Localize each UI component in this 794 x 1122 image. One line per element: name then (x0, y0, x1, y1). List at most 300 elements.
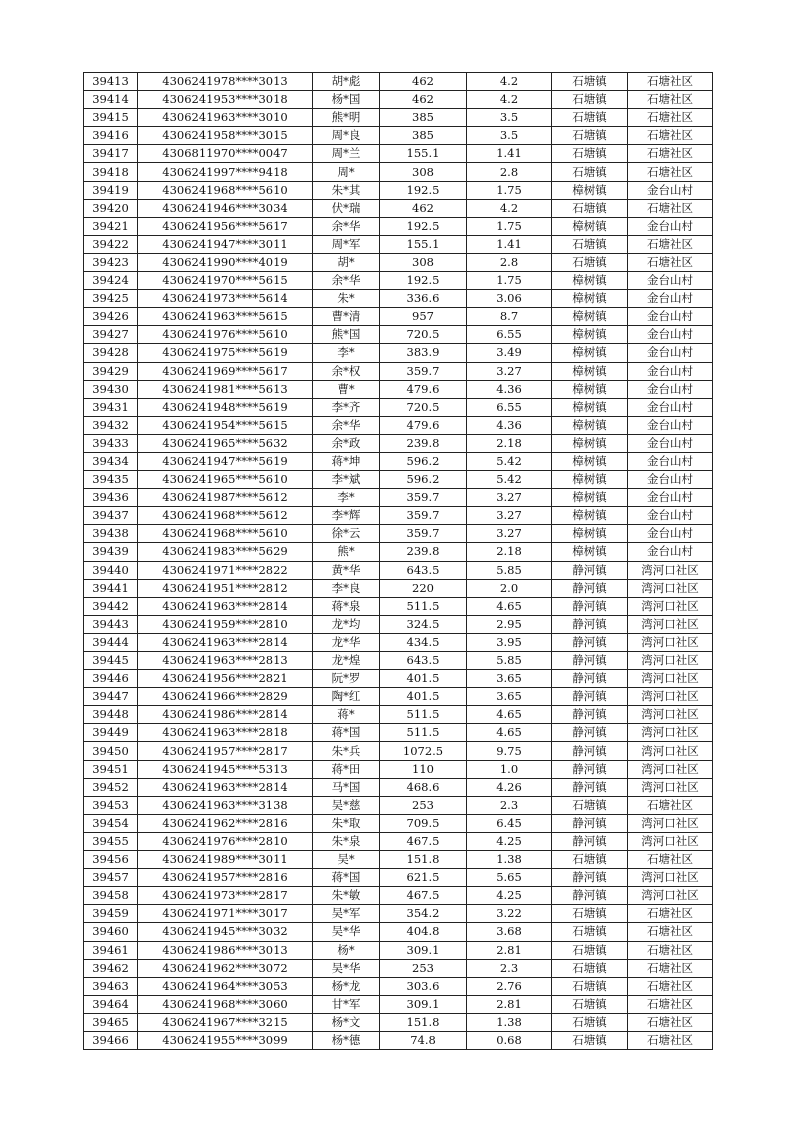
table-row (84, 742, 713, 760)
town-cell: 静河镇 (552, 688, 628, 706)
id-number-cell: 4306241962****3072 (138, 959, 313, 977)
area-cell: 2.8 (467, 253, 552, 271)
amount-cell: 303.6 (380, 977, 467, 995)
area-cell: 5.85 (467, 652, 552, 670)
serial-number-cell: 39452 (84, 778, 138, 796)
amount-cell: 308 (380, 253, 467, 271)
town-cell: 石塘镇 (552, 941, 628, 959)
town-cell: 静河镇 (552, 579, 628, 597)
village-cell: 石塘社区 (628, 923, 713, 941)
name-cell: 熊* (313, 543, 380, 561)
serial-number-cell: 39436 (84, 489, 138, 507)
amount-cell: 354.2 (380, 905, 467, 923)
village-cell: 石塘社区 (628, 235, 713, 253)
table-row (84, 181, 713, 199)
amount-cell: 401.5 (380, 688, 467, 706)
id-number-cell: 4306241956****5617 (138, 217, 313, 235)
table-row (84, 398, 713, 416)
area-cell: 6.55 (467, 398, 552, 416)
name-cell: 吴*华 (313, 959, 380, 977)
town-cell: 石塘镇 (552, 235, 628, 253)
name-cell: 朱*其 (313, 181, 380, 199)
area-cell: 3.06 (467, 290, 552, 308)
amount-cell: 401.5 (380, 670, 467, 688)
serial-number-cell: 39451 (84, 760, 138, 778)
town-cell: 石塘镇 (552, 995, 628, 1013)
name-cell: 朱*敏 (313, 887, 380, 905)
amount-cell: 308 (380, 163, 467, 181)
town-cell: 石塘镇 (552, 796, 628, 814)
amount-cell: 720.5 (380, 398, 467, 416)
amount-cell: 192.5 (380, 181, 467, 199)
village-cell: 石塘社区 (628, 145, 713, 163)
village-cell: 石塘社区 (628, 73, 713, 91)
id-number-cell: 4306241990****4019 (138, 253, 313, 271)
name-cell: 蒋*田 (313, 760, 380, 778)
table-row (84, 272, 713, 290)
id-number-cell: 4306241951****2812 (138, 579, 313, 597)
amount-cell: 643.5 (380, 652, 467, 670)
village-cell: 湾河口社区 (628, 670, 713, 688)
village-cell: 金台山村 (628, 507, 713, 525)
town-cell: 石塘镇 (552, 253, 628, 271)
id-number-cell: 4306241973****2817 (138, 887, 313, 905)
serial-number-cell: 39424 (84, 272, 138, 290)
serial-number-cell: 39447 (84, 688, 138, 706)
amount-cell: 462 (380, 91, 467, 109)
area-cell: 1.75 (467, 181, 552, 199)
table-row (84, 1013, 713, 1031)
village-cell: 金台山村 (628, 452, 713, 470)
serial-number-cell: 39444 (84, 633, 138, 651)
area-cell: 1.75 (467, 217, 552, 235)
area-cell: 4.65 (467, 597, 552, 615)
area-cell: 3.22 (467, 905, 552, 923)
town-cell: 石塘镇 (552, 923, 628, 941)
village-cell: 金台山村 (628, 217, 713, 235)
name-cell: 朱*泉 (313, 832, 380, 850)
amount-cell: 385 (380, 109, 467, 127)
serial-number-cell: 39446 (84, 670, 138, 688)
village-cell: 石塘社区 (628, 127, 713, 145)
id-number-cell: 4306241975****5619 (138, 344, 313, 362)
serial-number-cell: 39462 (84, 959, 138, 977)
village-cell: 石塘社区 (628, 253, 713, 271)
village-cell: 石塘社区 (628, 977, 713, 995)
town-cell: 樟树镇 (552, 543, 628, 561)
id-number-cell: 4306241983****5629 (138, 543, 313, 561)
id-number-cell: 4306241966****2829 (138, 688, 313, 706)
name-cell: 余*华 (313, 272, 380, 290)
name-cell: 熊*明 (313, 109, 380, 127)
area-cell: 1.0 (467, 760, 552, 778)
village-cell: 金台山村 (628, 434, 713, 452)
table-row (84, 923, 713, 941)
village-cell: 金台山村 (628, 525, 713, 543)
serial-number-cell: 39421 (84, 217, 138, 235)
name-cell: 伏*瑞 (313, 199, 380, 217)
serial-number-cell: 39441 (84, 579, 138, 597)
amount-cell: 155.1 (380, 145, 467, 163)
name-cell: 徐*云 (313, 525, 380, 543)
serial-number-cell: 39440 (84, 561, 138, 579)
name-cell: 吴* (313, 851, 380, 869)
amount-cell: 110 (380, 760, 467, 778)
village-cell: 湾河口社区 (628, 869, 713, 887)
village-cell: 湾河口社区 (628, 633, 713, 651)
village-cell: 湾河口社区 (628, 814, 713, 832)
village-cell: 湾河口社区 (628, 742, 713, 760)
table-row (84, 525, 713, 543)
name-cell: 李* (313, 489, 380, 507)
table-row (84, 507, 713, 525)
table-row (84, 887, 713, 905)
amount-cell: 324.5 (380, 615, 467, 633)
village-cell: 金台山村 (628, 398, 713, 416)
serial-number-cell: 39457 (84, 869, 138, 887)
id-number-cell: 4306241962****2816 (138, 814, 313, 832)
village-cell: 湾河口社区 (628, 597, 713, 615)
id-number-cell: 4306241976****5610 (138, 326, 313, 344)
town-cell: 静河镇 (552, 633, 628, 651)
table-row (84, 434, 713, 452)
village-cell: 石塘社区 (628, 1031, 713, 1049)
name-cell: 杨*国 (313, 91, 380, 109)
serial-number-cell: 39429 (84, 362, 138, 380)
town-cell: 石塘镇 (552, 199, 628, 217)
name-cell: 胡* (313, 253, 380, 271)
village-cell: 湾河口社区 (628, 652, 713, 670)
area-cell: 1.38 (467, 1013, 552, 1031)
town-cell: 樟树镇 (552, 290, 628, 308)
town-cell: 石塘镇 (552, 91, 628, 109)
name-cell: 余*政 (313, 434, 380, 452)
id-number-cell: 4306241963****5615 (138, 308, 313, 326)
amount-cell: 404.8 (380, 923, 467, 941)
area-cell: 5.42 (467, 471, 552, 489)
table-row (84, 109, 713, 127)
table-row (84, 832, 713, 850)
town-cell: 樟树镇 (552, 398, 628, 416)
area-cell: 3.27 (467, 362, 552, 380)
name-cell: 朱*取 (313, 814, 380, 832)
serial-number-cell: 39449 (84, 724, 138, 742)
area-cell: 2.3 (467, 796, 552, 814)
id-number-cell: 4306241945****3032 (138, 923, 313, 941)
village-cell: 金台山村 (628, 471, 713, 489)
village-cell: 湾河口社区 (628, 724, 713, 742)
serial-number-cell: 39415 (84, 109, 138, 127)
area-cell: 4.65 (467, 724, 552, 742)
id-number-cell: 4306241981****5613 (138, 380, 313, 398)
amount-cell: 359.7 (380, 362, 467, 380)
serial-number-cell: 39433 (84, 434, 138, 452)
area-cell: 4.65 (467, 706, 552, 724)
id-number-cell: 4306241963****2818 (138, 724, 313, 742)
table-row (84, 760, 713, 778)
town-cell: 樟树镇 (552, 434, 628, 452)
town-cell: 石塘镇 (552, 851, 628, 869)
town-cell: 石塘镇 (552, 959, 628, 977)
id-number-cell: 4306241948****5619 (138, 398, 313, 416)
amount-cell: 621.5 (380, 869, 467, 887)
id-number-cell: 4306241965****5632 (138, 434, 313, 452)
serial-number-cell: 39466 (84, 1031, 138, 1049)
id-number-cell: 4306241963****2814 (138, 633, 313, 651)
id-number-cell: 4306241968****5612 (138, 507, 313, 525)
village-cell: 湾河口社区 (628, 778, 713, 796)
village-cell: 金台山村 (628, 380, 713, 398)
name-cell: 周* (313, 163, 380, 181)
village-cell: 湾河口社区 (628, 561, 713, 579)
area-cell: 1.41 (467, 145, 552, 163)
area-cell: 2.8 (467, 163, 552, 181)
amount-cell: 74.8 (380, 1031, 467, 1049)
town-cell: 静河镇 (552, 597, 628, 615)
id-number-cell: 4306241964****3053 (138, 977, 313, 995)
id-number-cell: 4306241963****3010 (138, 109, 313, 127)
area-cell: 3.65 (467, 670, 552, 688)
area-cell: 5.42 (467, 452, 552, 470)
serial-number-cell: 39420 (84, 199, 138, 217)
town-cell: 静河镇 (552, 615, 628, 633)
town-cell: 静河镇 (552, 887, 628, 905)
village-cell: 湾河口社区 (628, 688, 713, 706)
serial-number-cell: 39414 (84, 91, 138, 109)
table-row (84, 561, 713, 579)
town-cell: 樟树镇 (552, 507, 628, 525)
town-cell: 石塘镇 (552, 1031, 628, 1049)
serial-number-cell: 39461 (84, 941, 138, 959)
name-cell: 杨* (313, 941, 380, 959)
village-cell: 金台山村 (628, 290, 713, 308)
name-cell: 蒋*坤 (313, 452, 380, 470)
serial-number-cell: 39465 (84, 1013, 138, 1031)
area-cell: 3.68 (467, 923, 552, 941)
amount-cell: 253 (380, 959, 467, 977)
name-cell: 朱* (313, 290, 380, 308)
village-cell: 金台山村 (628, 362, 713, 380)
table-row (84, 579, 713, 597)
town-cell: 樟树镇 (552, 308, 628, 326)
serial-number-cell: 39463 (84, 977, 138, 995)
town-cell: 石塘镇 (552, 905, 628, 923)
area-cell: 5.85 (467, 561, 552, 579)
name-cell: 蒋* (313, 706, 380, 724)
table-row (84, 706, 713, 724)
area-cell: 1.75 (467, 272, 552, 290)
id-number-cell: 4306241973****5614 (138, 290, 313, 308)
amount-cell: 239.8 (380, 434, 467, 452)
serial-number-cell: 39456 (84, 851, 138, 869)
id-number-cell: 4306241947****5619 (138, 452, 313, 470)
serial-number-cell: 39427 (84, 326, 138, 344)
area-cell: 4.25 (467, 832, 552, 850)
town-cell: 静河镇 (552, 742, 628, 760)
village-cell: 石塘社区 (628, 91, 713, 109)
serial-number-cell: 39422 (84, 235, 138, 253)
town-cell: 樟树镇 (552, 471, 628, 489)
name-cell: 余*华 (313, 217, 380, 235)
table-row (84, 977, 713, 995)
name-cell: 阮*罗 (313, 670, 380, 688)
name-cell: 李*良 (313, 579, 380, 597)
serial-number-cell: 39430 (84, 380, 138, 398)
serial-number-cell: 39459 (84, 905, 138, 923)
serial-number-cell: 39423 (84, 253, 138, 271)
name-cell: 胡*彪 (313, 73, 380, 91)
area-cell: 4.26 (467, 778, 552, 796)
amount-cell: 220 (380, 579, 467, 597)
amount-cell: 479.6 (380, 380, 467, 398)
name-cell: 余*华 (313, 416, 380, 434)
table-row (84, 145, 713, 163)
name-cell: 龙*华 (313, 633, 380, 651)
town-cell: 静河镇 (552, 869, 628, 887)
area-cell: 6.55 (467, 326, 552, 344)
serial-number-cell: 39432 (84, 416, 138, 434)
village-cell: 石塘社区 (628, 941, 713, 959)
area-cell: 0.68 (467, 1031, 552, 1049)
amount-cell: 511.5 (380, 597, 467, 615)
table-row (84, 543, 713, 561)
area-cell: 2.81 (467, 995, 552, 1013)
amount-cell: 511.5 (380, 724, 467, 742)
area-cell: 4.2 (467, 199, 552, 217)
amount-cell: 643.5 (380, 561, 467, 579)
id-number-cell: 4306241957****2817 (138, 742, 313, 760)
name-cell: 龙*煌 (313, 652, 380, 670)
name-cell: 蒋*国 (313, 869, 380, 887)
serial-number-cell: 39458 (84, 887, 138, 905)
town-cell: 樟树镇 (552, 326, 628, 344)
town-cell: 石塘镇 (552, 163, 628, 181)
area-cell: 2.95 (467, 615, 552, 633)
area-cell: 8.7 (467, 308, 552, 326)
table-row (84, 127, 713, 145)
amount-cell: 192.5 (380, 272, 467, 290)
name-cell: 马*国 (313, 778, 380, 796)
id-number-cell: 4306241968****3060 (138, 995, 313, 1013)
town-cell: 石塘镇 (552, 73, 628, 91)
id-number-cell: 4306241978****3013 (138, 73, 313, 91)
serial-number-cell: 39443 (84, 615, 138, 633)
id-number-cell: 4306241954****5615 (138, 416, 313, 434)
town-cell: 石塘镇 (552, 127, 628, 145)
town-cell: 静河镇 (552, 706, 628, 724)
village-cell: 湾河口社区 (628, 760, 713, 778)
name-cell: 甘*军 (313, 995, 380, 1013)
area-cell: 3.5 (467, 127, 552, 145)
village-cell: 湾河口社区 (628, 887, 713, 905)
id-number-cell: 4306241958****3015 (138, 127, 313, 145)
amount-cell: 359.7 (380, 525, 467, 543)
name-cell: 周*军 (313, 235, 380, 253)
id-number-cell: 4306241957****2816 (138, 869, 313, 887)
id-number-cell: 4306241963****2814 (138, 597, 313, 615)
name-cell: 周*良 (313, 127, 380, 145)
area-cell: 1.41 (467, 235, 552, 253)
id-number-cell: 4306241971****2822 (138, 561, 313, 579)
area-cell: 2.3 (467, 959, 552, 977)
table-row (84, 344, 713, 362)
village-cell: 石塘社区 (628, 796, 713, 814)
name-cell: 蒋*国 (313, 724, 380, 742)
amount-cell: 151.8 (380, 1013, 467, 1031)
village-cell: 湾河口社区 (628, 832, 713, 850)
serial-number-cell: 39445 (84, 652, 138, 670)
serial-number-cell: 39442 (84, 597, 138, 615)
town-cell: 石塘镇 (552, 109, 628, 127)
area-cell: 3.27 (467, 525, 552, 543)
name-cell: 杨*龙 (313, 977, 380, 995)
village-cell: 湾河口社区 (628, 579, 713, 597)
table-row (84, 959, 713, 977)
serial-number-cell: 39437 (84, 507, 138, 525)
serial-number-cell: 39464 (84, 995, 138, 1013)
amount-cell: 192.5 (380, 217, 467, 235)
table-row (84, 416, 713, 434)
amount-cell: 239.8 (380, 543, 467, 561)
area-cell: 4.25 (467, 887, 552, 905)
town-cell: 樟树镇 (552, 217, 628, 235)
area-cell: 2.0 (467, 579, 552, 597)
id-number-cell: 4306241965****5610 (138, 471, 313, 489)
serial-number-cell: 39413 (84, 73, 138, 91)
town-cell: 静河镇 (552, 724, 628, 742)
amount-cell: 1072.5 (380, 742, 467, 760)
serial-number-cell: 39425 (84, 290, 138, 308)
name-cell: 周*兰 (313, 145, 380, 163)
amount-cell: 383.9 (380, 344, 467, 362)
name-cell: 朱*兵 (313, 742, 380, 760)
table-row (84, 724, 713, 742)
town-cell: 石塘镇 (552, 1013, 628, 1031)
amount-cell: 709.5 (380, 814, 467, 832)
table-row (84, 905, 713, 923)
area-cell: 2.18 (467, 543, 552, 561)
amount-cell: 467.5 (380, 832, 467, 850)
table-row (84, 652, 713, 670)
serial-number-cell: 39448 (84, 706, 138, 724)
name-cell: 吴*军 (313, 905, 380, 923)
amount-cell: 253 (380, 796, 467, 814)
village-cell: 金台山村 (628, 344, 713, 362)
id-number-cell: 4306241963****2813 (138, 652, 313, 670)
village-cell: 金台山村 (628, 308, 713, 326)
name-cell: 吴*慈 (313, 796, 380, 814)
table-row (84, 688, 713, 706)
area-cell: 3.27 (467, 507, 552, 525)
amount-cell: 151.8 (380, 851, 467, 869)
name-cell: 杨*文 (313, 1013, 380, 1031)
serial-number-cell: 39460 (84, 923, 138, 941)
amount-cell: 434.5 (380, 633, 467, 651)
name-cell: 熊*国 (313, 326, 380, 344)
id-number-cell: 4306241970****5615 (138, 272, 313, 290)
town-cell: 樟树镇 (552, 362, 628, 380)
name-cell: 余*权 (313, 362, 380, 380)
area-cell: 4.36 (467, 416, 552, 434)
area-cell: 3.95 (467, 633, 552, 651)
table-row (84, 452, 713, 470)
village-cell: 金台山村 (628, 326, 713, 344)
serial-number-cell: 39434 (84, 452, 138, 470)
village-cell: 石塘社区 (628, 163, 713, 181)
table-row (84, 941, 713, 959)
id-number-cell: 4306241968****5610 (138, 181, 313, 199)
name-cell: 曹* (313, 380, 380, 398)
